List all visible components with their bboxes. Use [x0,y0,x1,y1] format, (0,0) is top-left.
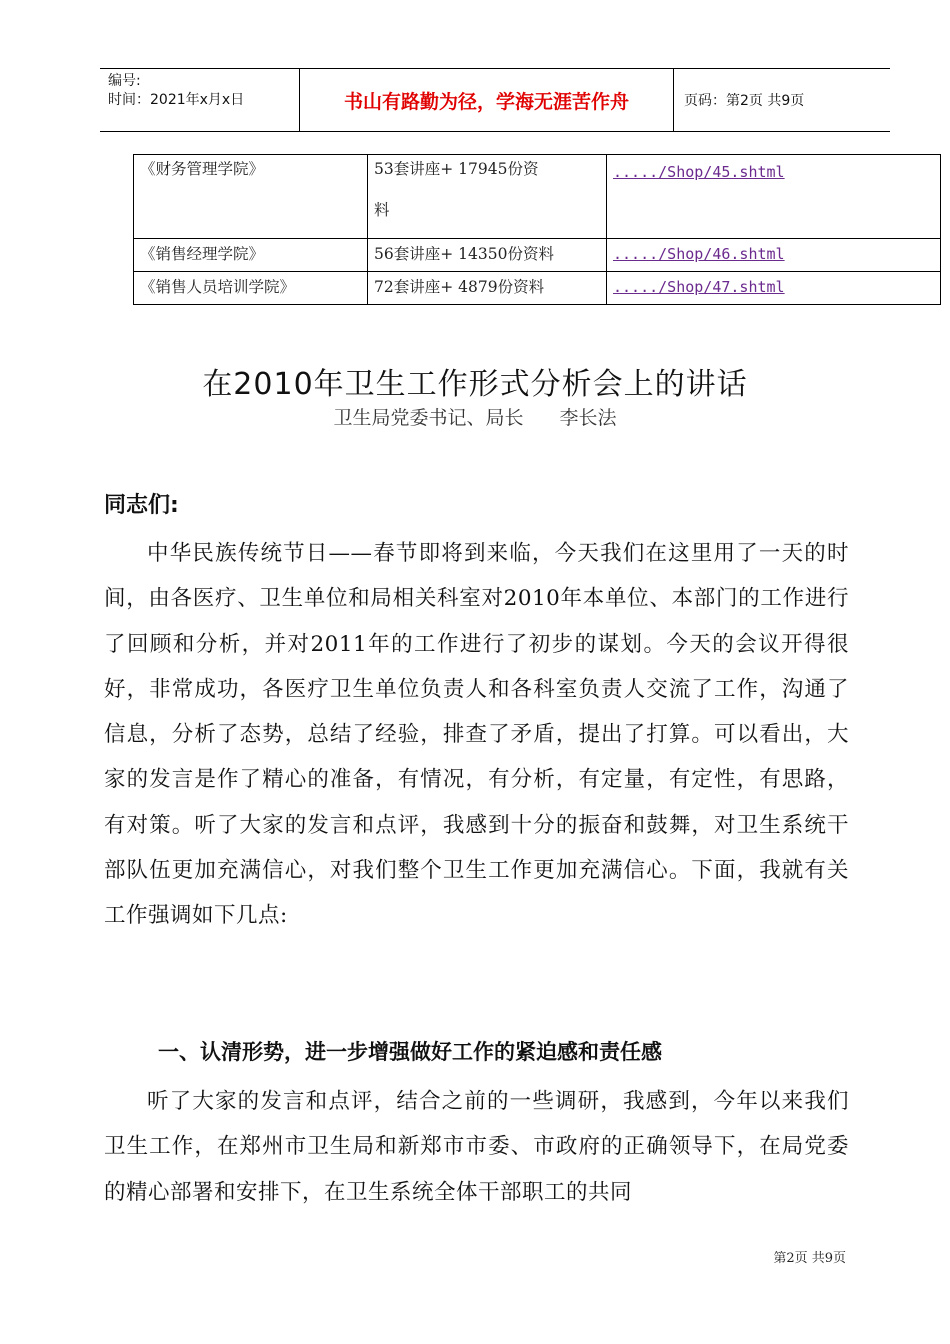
paragraph-1: 中华民族传统节日——春节即将到来临，今天我们在这里用了一天的时间，由各医疗、卫生单位和局相关科室对2010年本单位、本部门的工作进行了回顾和分析，并对2011年的工作进行了初步的谋划。今天的会议开得很好，非常成功，各医疗卫生单位负责人和各科室负责人交流了工作，沟通了信息，分析了态势，总结了经验，排查了矛盾，提出了打算。可以看出，大家的发言是作了精心的准备，有情况，有分析，有定量，有定性，有思路，有对策。听了大家的发言和点评，我感到十分的振奋和鼓舞，对卫生系统干部队伍更加充满信心，对我们整个卫生工作更加充满信心。下面，我就有关工作强调如下几点: [104,541,849,929]
document-subtitle [0,403,950,430]
table-row [134,155,941,239]
catalog-link-cell [607,239,941,272]
page-footer: 第2页 共9页 [773,1251,846,1266]
catalog-name: 《财务管理学院》 [134,155,368,239]
catalog-desc [368,155,607,239]
table-row [134,239,941,272]
catalog-link[interactable]: ...../Shop/45.shtml [613,163,785,181]
number-label: 编号: [108,73,141,89]
catalog-desc-line1: 53套讲座+ 17945份资 [374,160,539,178]
speaker-position: 卫生局党委书记、局长 [333,407,524,429]
time-label: 时间：2021年x月x日 [108,92,245,108]
header-page-label: 页码：第2页 共9页 [684,93,805,109]
catalog-table [133,154,941,305]
catalog-link[interactable]: ...../Shop/47.shtml [613,278,785,296]
catalog-desc-line2: 料 [374,201,390,219]
table-row [134,272,941,305]
page-header [100,68,890,132]
paragraph-2: 听了大家的发言和点评，结合之前的一些调研，我感到，今年以来我们卫生工作，在郑州市卫生局和新郑市市委、市政府的正确领导下，在局党委的精心部署和安排下，在卫生系统全体干部职工的共同 [104,1089,849,1205]
section-heading-1: 一、认清形势，进一步增强做好工作的紧迫感和责任感 [158,1040,662,1064]
header-motto: 书山有路勤为径，学海无涯苦作舟 [300,69,674,131]
catalog-desc: 56套讲座+ 14350份资料 [368,239,607,272]
catalog-name: 《销售经理学院》 [134,239,368,272]
speaker-name: 李长法 [559,407,617,429]
catalog-name: 《销售人员培训学院》 [134,272,368,305]
catalog-link-cell [607,272,941,305]
catalog-desc: 72套讲座+ 4879份资料 [368,272,607,305]
catalog-link[interactable]: ...../Shop/46.shtml [613,245,785,263]
header-meta [100,69,300,131]
catalog-link-cell [607,155,941,239]
greeting: 同志们: [104,493,179,518]
document-title: 在2010年卫生工作形式分析会上的讲话 [202,367,748,402]
